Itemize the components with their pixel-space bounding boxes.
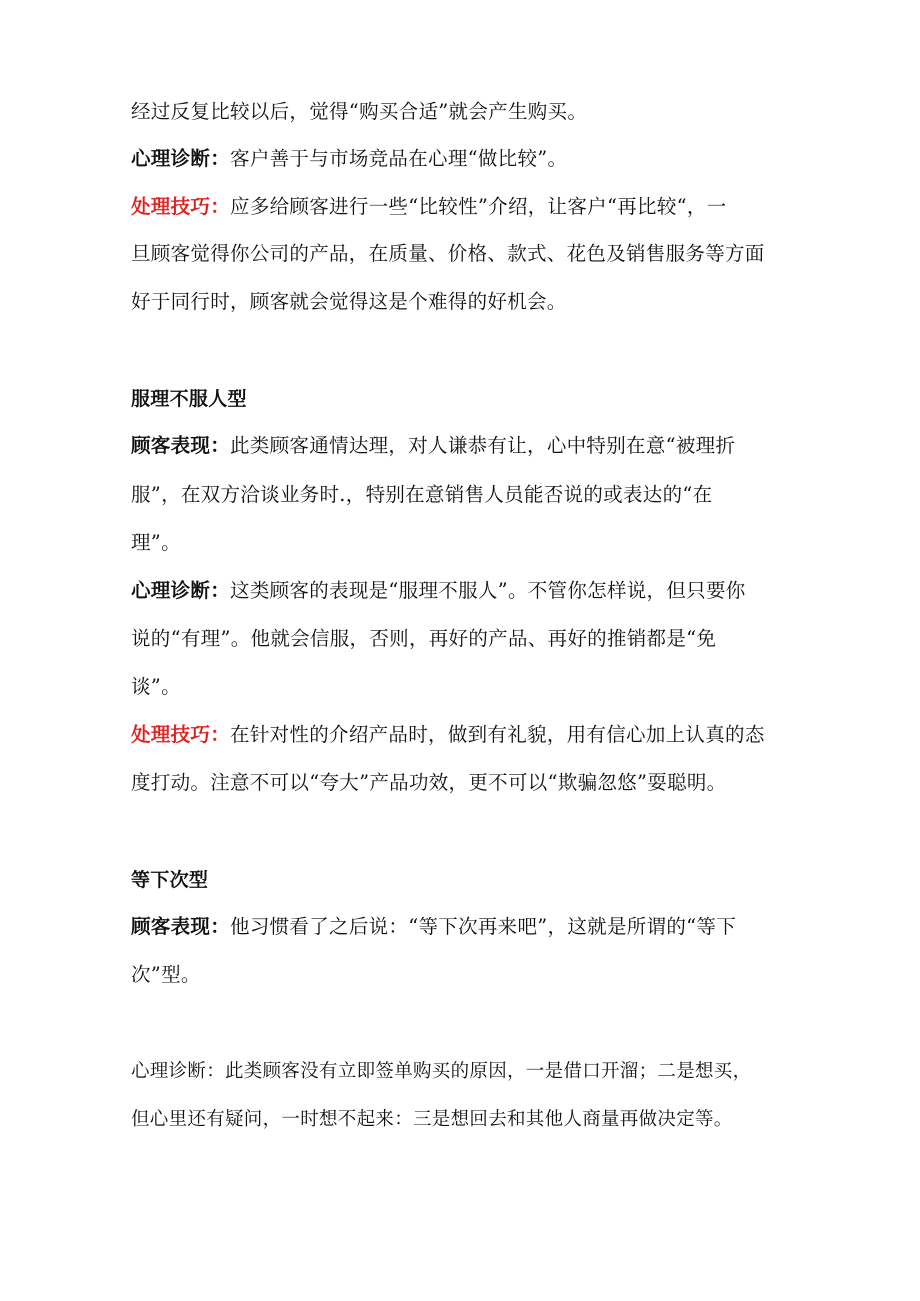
performance-line [131, 962, 201, 988]
tip-text: 在针对性的介绍产品时，做到有礼貌，用有信心加上认真的态 [230, 723, 765, 746]
performance-label: 顾客表现： [131, 915, 231, 938]
diagnosis-line [131, 146, 567, 172]
tip-line [131, 770, 726, 796]
section-title: 等下次型 [131, 869, 209, 891]
tip-line [131, 722, 765, 748]
diagnosis-line: 但心里还有疑问，一时想不起来：三是想回去和其他人商量再做决定等。 [131, 1109, 733, 1130]
performance-text: 服”，在双方洽谈业务时.，特别在意销售人员能否说的或表达的“在 [131, 483, 713, 506]
performance-text: 理”。 [131, 531, 181, 554]
tip-line [131, 241, 765, 267]
performance-label: 顾客表现： [131, 434, 231, 457]
diagnosis-text: 客户善于与市场竞品在心理“做比较”。 [230, 147, 568, 170]
body-text: 经过反复比较以后，觉得“购买合适”就会产生购买。 [131, 100, 588, 123]
performance-line [131, 433, 735, 459]
diagnosis-text: 说的“有理”。他就会信服，否则，再好的产品、再好的推销都是“免 [131, 627, 717, 650]
tip-label: 处理技巧： [131, 723, 231, 746]
tip-text: 旦顾客觉得你公司的产品，在质量、价格、款式、花色及销售服务等方面 [131, 242, 765, 265]
tip-text: 度打动。注意不可以“夸大”产品功效，更不可以“欺骗忽悠”耍聪明。 [131, 771, 727, 794]
diagnosis-text: 这类顾客的表现是“服理不服人”。不管你怎样说，但只要你 [230, 579, 746, 602]
performance-line [131, 914, 736, 940]
tip-label: 处理技巧： [131, 195, 231, 218]
tip-line [131, 289, 567, 315]
paragraph-line [131, 99, 587, 125]
tip-line [131, 194, 727, 220]
diagnosis-text: 谈”。 [131, 675, 181, 698]
performance-line [131, 530, 181, 556]
diagnosis-line [131, 626, 716, 652]
diagnosis-line: 心理诊断：此类顾客没有立即签单购买的原因，一是借口开溜；二是想买， [131, 1061, 752, 1082]
performance-text: 他习惯看了之后说：“等下次再来吧”，这就是所谓的“等下 [230, 915, 737, 938]
diagnosis-label: 心理诊断： [131, 147, 231, 170]
tip-text: 应多给顾客进行一些“比较性”介绍，让客户“再比较“，一 [230, 195, 727, 218]
performance-text: 次”型。 [131, 963, 201, 986]
performance-text: 此类顾客通情达理，对人谦恭有让，心中特别在意“被理折 [230, 434, 736, 457]
section-title: 服理不服人型 [131, 388, 247, 410]
performance-line [131, 482, 712, 508]
diagnosis-label: 心理诊断： [131, 579, 231, 602]
diagnosis-line [131, 674, 181, 700]
diagnosis-line [131, 578, 746, 604]
tip-text: 好于同行时，顾客就会觉得这是个难得的好机会。 [131, 290, 567, 313]
